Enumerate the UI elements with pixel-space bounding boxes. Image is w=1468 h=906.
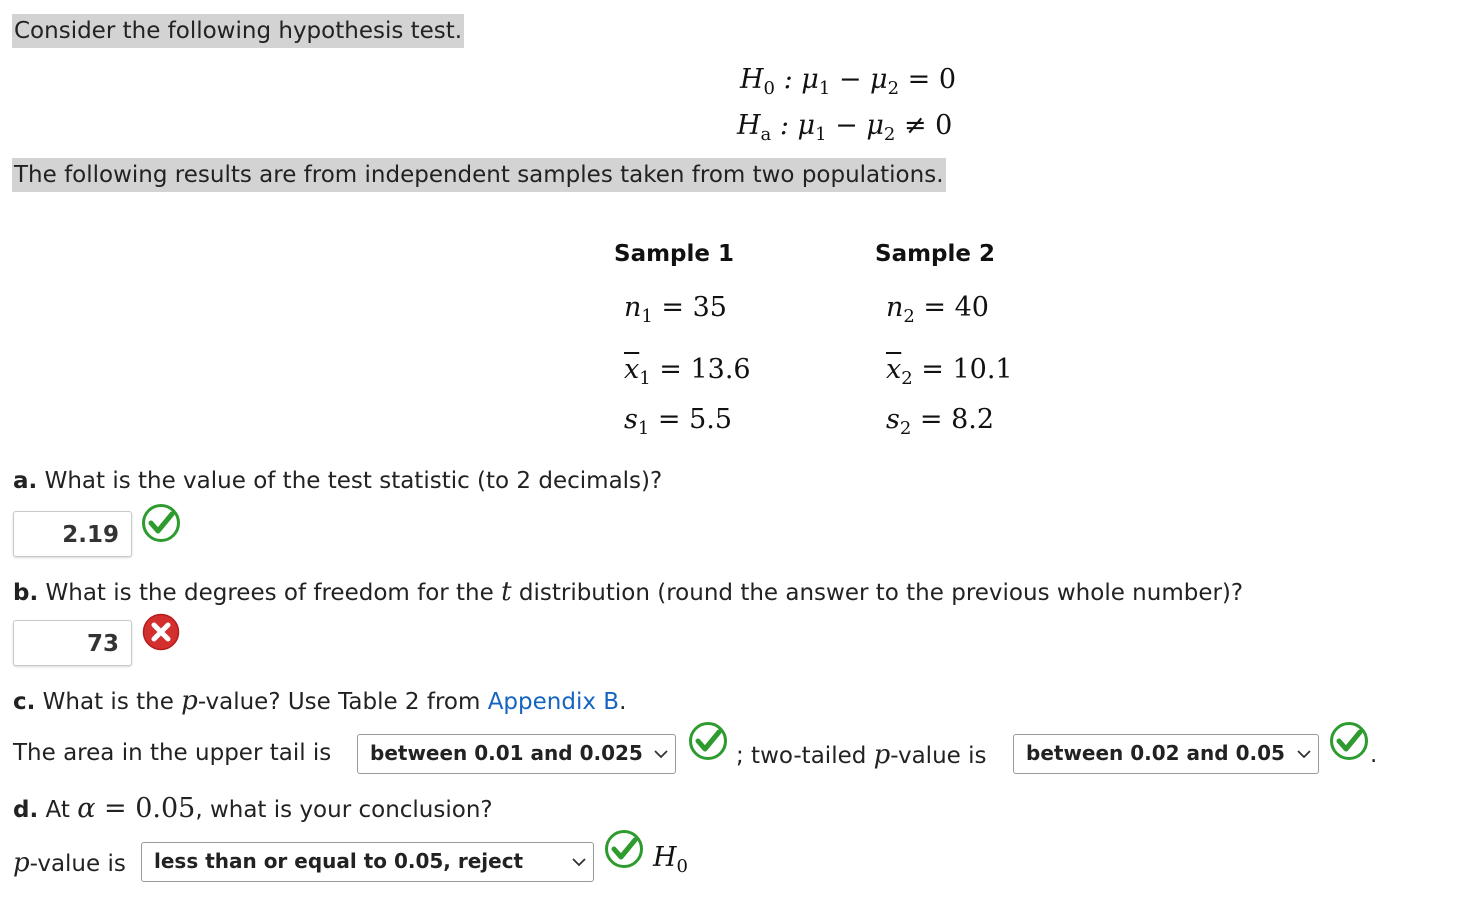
h0-mu2-sub: 2 xyxy=(887,78,900,99)
conclusion-select-value: less than or equal to 0.05, reject xyxy=(154,849,524,873)
h0-symbol: H xyxy=(740,64,764,95)
alpha-symbol: α xyxy=(77,793,96,824)
results-text-content: The following results are from independent samples taken from two populations. xyxy=(14,162,944,188)
s1-var: s xyxy=(624,404,638,435)
two-tailed-prefix xyxy=(736,740,987,770)
h0-mu1: : μ xyxy=(775,64,819,95)
n2-value xyxy=(886,292,989,327)
x1-val: = 13.6 xyxy=(650,354,751,385)
s2-var: s xyxy=(886,404,900,435)
n2-sub: 2 xyxy=(903,306,915,327)
n2-val: = 40 xyxy=(914,292,989,323)
question-a xyxy=(13,468,662,494)
s2-value xyxy=(886,404,995,439)
n1-value xyxy=(624,292,727,327)
ha-mu1-sub: 1 xyxy=(815,124,827,145)
s1-sub: 1 xyxy=(637,418,650,439)
conclusion-h0-symbol: H xyxy=(653,842,677,873)
chevron-down-icon xyxy=(571,854,587,870)
s2-val: = 8.2 xyxy=(911,404,995,435)
question-c-text-before: What is the xyxy=(35,689,182,715)
x2-sub: 2 xyxy=(901,368,913,389)
question-d xyxy=(13,793,493,824)
question-c-label: c. xyxy=(13,689,36,715)
intro-text-content: Consider the following hypothesis test. xyxy=(14,18,463,44)
intro-text xyxy=(12,14,464,48)
conclusion-h0-sub: 0 xyxy=(676,856,688,877)
sample2-header: Sample 2 xyxy=(875,241,996,267)
s2-sub: 2 xyxy=(899,418,912,439)
question-c-text-mid: -value? Use Table 2 from xyxy=(197,689,488,715)
question-a-label: a. xyxy=(13,468,38,494)
two-tailed-p: p xyxy=(873,740,891,770)
question-a-text: What is the value of the test statistic (to 2 decimals)? xyxy=(37,468,663,494)
conclusion-select[interactable] xyxy=(141,842,594,882)
h0-mu1-sub: 1 xyxy=(818,78,831,99)
alpha-value: = 0.05 xyxy=(95,793,196,824)
question-c-p: p xyxy=(181,686,198,716)
check-circle-icon xyxy=(688,721,728,761)
question-d-text-after: , what is your conclusion? xyxy=(195,797,493,823)
two-tailed-select[interactable] xyxy=(1013,734,1319,774)
ha-mu2-sub: 2 xyxy=(883,124,896,145)
n1-var: n xyxy=(624,292,642,323)
chevron-down-icon xyxy=(1296,746,1312,762)
x1-sub: 1 xyxy=(639,368,651,389)
upper-tail-prefix: The area in the upper tail is xyxy=(13,740,332,766)
ha-mu2: − μ xyxy=(826,110,884,141)
s1-value xyxy=(624,404,733,439)
pvalue-p: p xyxy=(13,848,30,878)
x1-var: $\overline{x}$ xyxy=(624,354,640,385)
n1-val: = 35 xyxy=(652,292,727,323)
alternative-hypothesis xyxy=(737,110,953,145)
x2-var: $\overline{x}$ xyxy=(886,354,902,385)
x2-val: = 10.1 xyxy=(912,354,1013,385)
ha-relation: ≠ 0 xyxy=(895,110,953,141)
check-circle-icon xyxy=(604,829,644,869)
ha-mu1: : μ xyxy=(771,110,816,141)
appendix-b-link[interactable]: Appendix B xyxy=(487,689,620,715)
question-b-text-after: distribution (round the answer to the previous whole number)? xyxy=(511,580,1244,606)
n2-var: n xyxy=(886,292,904,323)
null-hypothesis xyxy=(740,64,957,99)
two-tailed-period: . xyxy=(1370,742,1378,768)
conclusion-h0 xyxy=(653,842,688,877)
answer-a-input[interactable]: 2.19 xyxy=(13,511,132,557)
answer-b-input[interactable]: 73 xyxy=(13,620,132,666)
upper-tail-select-value: between 0.01 and 0.025 xyxy=(370,741,643,765)
x-circle-icon xyxy=(141,612,181,652)
sample1-header: Sample 1 xyxy=(614,241,735,267)
ha-symbol: H xyxy=(737,110,761,141)
x2-value xyxy=(886,354,1013,389)
question-b-text-before: What is the degrees of freedom for the xyxy=(38,580,502,606)
question-b-t: t xyxy=(501,577,512,607)
upper-tail-select[interactable] xyxy=(357,734,676,774)
check-circle-icon xyxy=(141,503,181,543)
question-b-label: b. xyxy=(13,580,39,606)
question-d-text-before: At xyxy=(38,797,78,823)
two-tailed-prefix-b: -value is xyxy=(890,743,987,769)
chevron-down-icon xyxy=(653,746,669,762)
two-tailed-prefix-a: ; two-tailed xyxy=(736,743,874,769)
n1-sub: 1 xyxy=(641,306,653,327)
question-c xyxy=(13,686,626,716)
pvalue-prefix xyxy=(13,848,126,878)
check-circle-icon xyxy=(1329,721,1369,761)
question-b xyxy=(13,577,1243,607)
h0-subscript: 0 xyxy=(763,78,775,99)
s1-val: = 5.5 xyxy=(649,404,733,435)
question-d-label: d. xyxy=(13,797,39,823)
ha-subscript: a xyxy=(760,124,772,145)
h0-mu2: − μ xyxy=(830,64,888,95)
h0-relation: = 0 xyxy=(899,64,957,95)
question-c-text-end: . xyxy=(619,689,627,715)
two-tailed-select-value: between 0.02 and 0.05 xyxy=(1026,741,1285,765)
results-text xyxy=(12,158,946,192)
pvalue-prefix-text: -value is xyxy=(29,851,126,877)
x1-value xyxy=(624,354,751,389)
